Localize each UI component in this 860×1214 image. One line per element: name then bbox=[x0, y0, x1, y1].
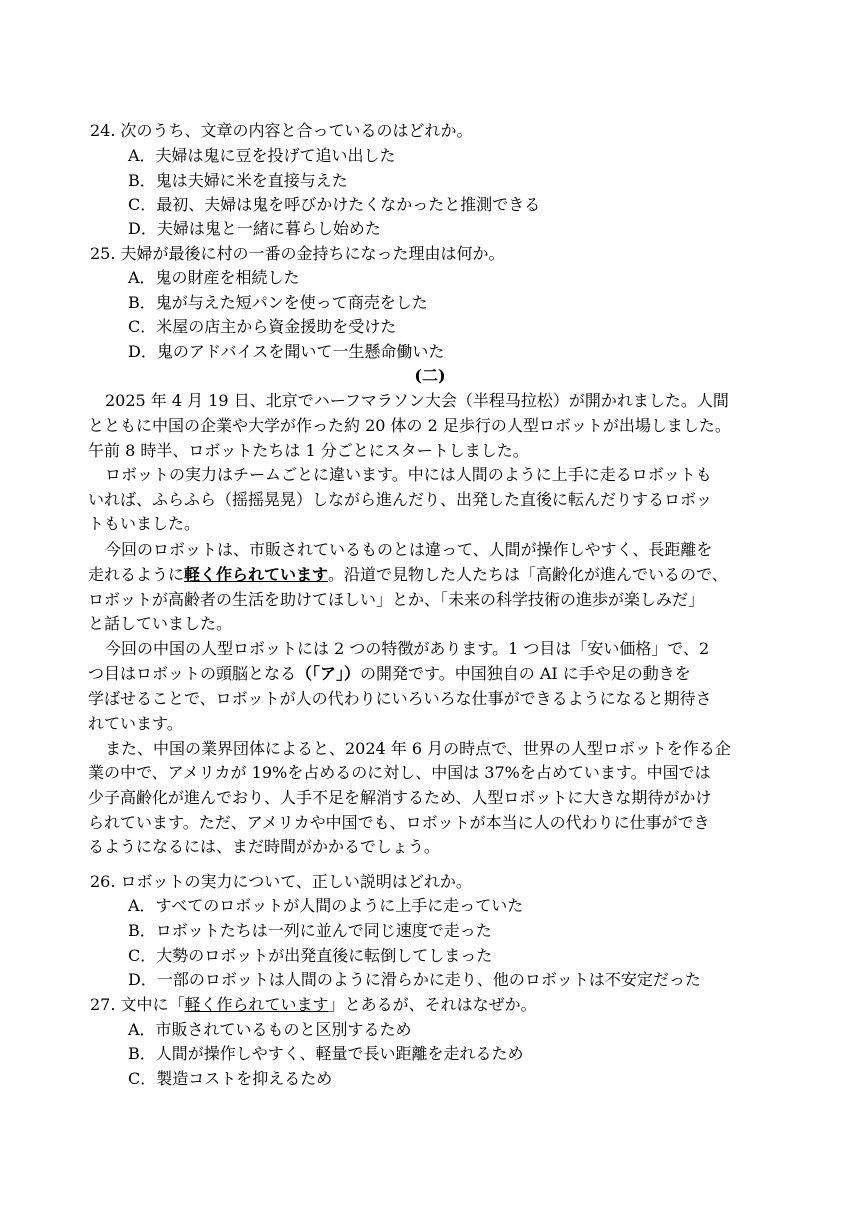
q26-option-b: B．ロボットたちは一列に並んで同じ速度で走った bbox=[128, 921, 492, 940]
passage-p4-line4: れています。 bbox=[88, 714, 183, 733]
passage-p5-line3: 少子高齢化が進んでおり、人手不足を解消するため、人型ロボットに大きな期待がかけ bbox=[88, 788, 712, 807]
q25-stem: 25. 夫婦が最後に村の一番の金持ちになった理由は何か。 bbox=[90, 244, 505, 263]
passage-p1-line3: 午前 8 時半、ロボットたちは 1 分ごとにスタートしました。 bbox=[88, 441, 529, 460]
passage-p4-line2-post: の開発です。中国独自の AI に手や足の動きを bbox=[360, 664, 691, 683]
passage-p1-line1: 2025 年 4 月 19 日、北京でハーフマラソン大会（半程马拉松）が開かれました。人間 bbox=[105, 391, 729, 410]
q24-option-a: A．夫婦は鬼に豆を投げて追い出した bbox=[128, 146, 396, 165]
q27-option-b: B．人間が操作しやすく、軽量で長い距離を走れるため bbox=[128, 1044, 524, 1063]
passage-p2-line2: いれば、ふらふら（摇摇晃晃）しながら進んだり、出発した直後に転んだりするロボッ bbox=[88, 490, 713, 509]
passage-p3-line4: と話していました。 bbox=[88, 614, 233, 633]
q24-stem: 24. 次のうち、文章の内容と合っているのはどれか。 bbox=[90, 121, 473, 140]
q27-stem-post: 」とあるが、それはなぜか。 bbox=[328, 995, 537, 1014]
q24-option-d: D．夫婦は鬼と一緒に暮らし始めた bbox=[128, 219, 381, 238]
q25-option-b: B．鬼が与えた短パンを使って商売をした bbox=[128, 293, 428, 312]
q25-option-a: A．鬼の財産を相続した bbox=[128, 268, 300, 287]
section-heading: (二) bbox=[414, 366, 446, 385]
passage-p2-line1: ロボットの実力はチームごとに違います。中には人間のように上手に走るロボットも bbox=[105, 465, 712, 484]
passage-p5-line1: また、中国の業界団体によると、2024 年 6 月の時点で、世界の人型ロボットを作る企 bbox=[105, 739, 731, 758]
q26-option-c: C．大勢のロボットが出発直後に転倒してしまった bbox=[128, 946, 493, 965]
q27-option-c: C．製造コストを抑えるため bbox=[128, 1069, 333, 1088]
passage-p3-line3: ロボットが高齢者の生活を助けてほしい」とか、「未来の科学技術の進歩が楽しみだ」 bbox=[88, 590, 705, 609]
q26-option-d: D．一部のロボットは人間のように滑らかに走り、他のロボットは不安定だった bbox=[128, 970, 701, 989]
q24-option-c: C．最初、夫婦は鬼を呼びかけたくなかったと推測できる bbox=[128, 195, 541, 214]
passage-p4-line2-pre: つ目はロボットの頭脳となる bbox=[88, 664, 297, 683]
passage-p1-line2: とともに中国の企業や大学が作った約 20 体の 2 足歩行の人型ロボットが出場しました。 bbox=[88, 416, 731, 435]
q27-stem bbox=[90, 995, 537, 1015]
q27-option-a: A．市販されているものと区別するため bbox=[128, 1020, 412, 1039]
passage-p5-line5: るようになるには、まだ時間がかかるでしょう。 bbox=[88, 837, 440, 856]
passage-p5-line4: られています。ただ、アメリカや中国でも、ロボットが本当に人の代わりに仕事ができ bbox=[88, 813, 710, 832]
passage-p3-line2-post: 。沿道で見物した人たちは「高齢化が進んでいるので、 bbox=[328, 565, 728, 584]
q25-option-d: D．鬼のアドバイスを聞いて一生懸命働いた bbox=[128, 342, 445, 361]
q24-option-b: B．鬼は夫婦に米を直接与えた bbox=[128, 171, 348, 190]
blank-a: （「ア」） bbox=[296, 664, 361, 683]
q27-stem-underlined: 軽く作られています bbox=[184, 995, 329, 1014]
q26-option-a: A．すべてのロボットが人間のように上手に走っていた bbox=[128, 896, 524, 915]
q25-option-c: C．米屋の店主から資金援助を受けた bbox=[128, 317, 397, 336]
passage-p4-line1: 今回の中国の人型ロボットには 2 つの特徴があります。1 つ目は「安い価格」で、2 bbox=[105, 639, 710, 658]
passage-p4-line3: 学ばせることで、ロボットが人の代わりにいろいろな仕事ができるようになると期待さ bbox=[88, 689, 712, 708]
passage-p4-line2 bbox=[88, 664, 691, 684]
passage-p3-line2-pre: 走れるように bbox=[88, 565, 185, 584]
passage-p3-line2 bbox=[88, 565, 728, 585]
passage-p2-line3: トもいました。 bbox=[88, 514, 201, 533]
passage-p5-line2: 業の中で、アメリカが 19%を占めるのに対し、中国は 37%を占めています。中国では bbox=[88, 763, 711, 782]
passage-p3-line1: 今回のロボットは、市販されているものとは違って、人間が操作しやすく、長距離を bbox=[105, 540, 713, 559]
q26-stem: 26. ロボットの実力について、正しい説明はどれか。 bbox=[90, 872, 472, 891]
q27-stem-pre: 27. 文中に「 bbox=[90, 995, 185, 1014]
underlined-phrase: 軽く作られています bbox=[184, 565, 329, 584]
